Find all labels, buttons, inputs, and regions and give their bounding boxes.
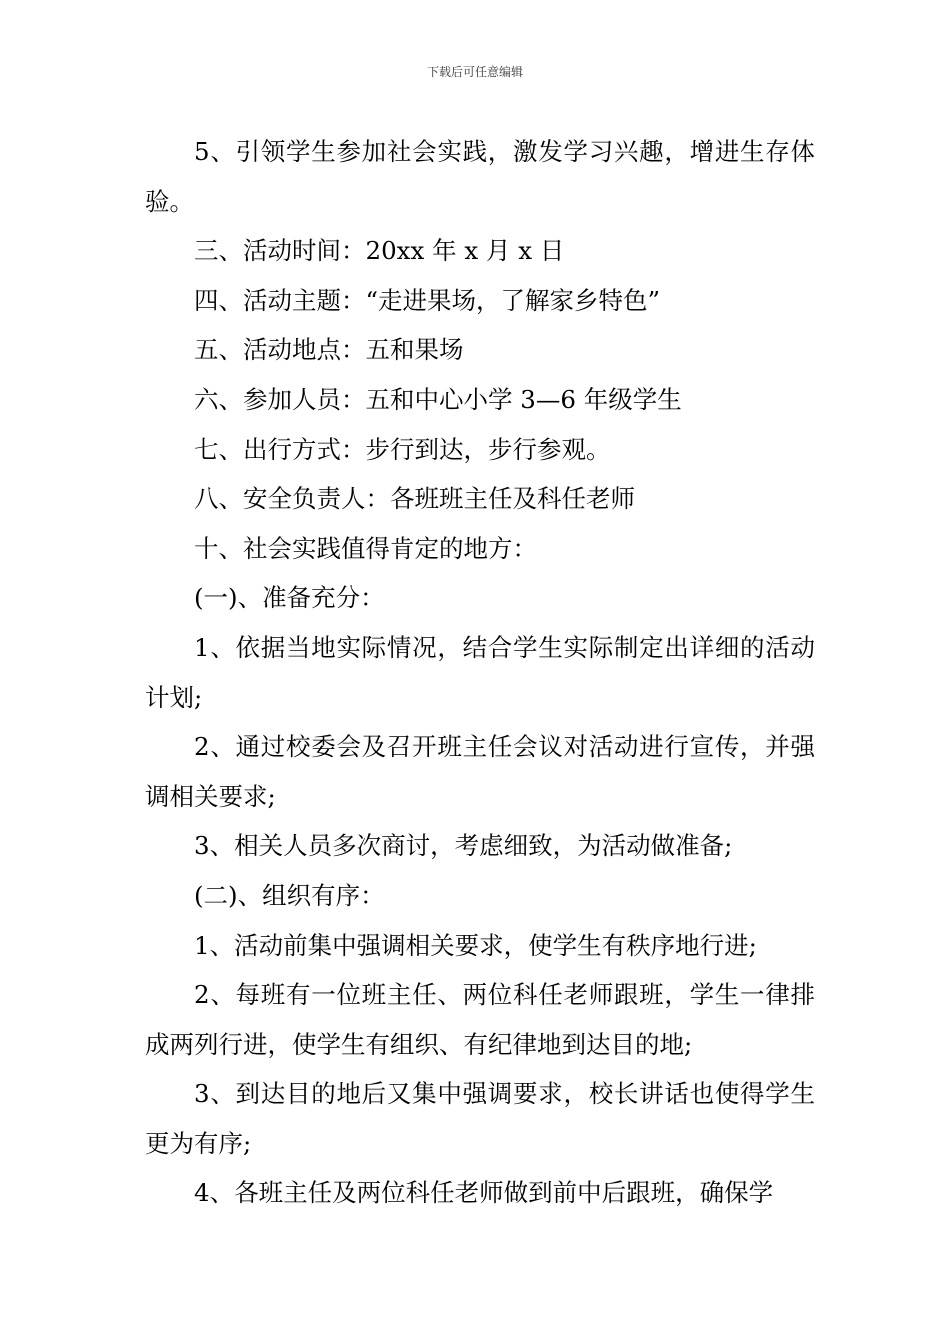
subsection-heading: (一)、准备充分： [194,583,385,613]
paragraph: 5、引领学生参加社会实践，激发学习兴趣，增进生存体验。 [145,137,815,216]
section-heading: 十、社会实践值得肯定的地方： [194,533,537,563]
subsection-heading: (二)、组织有序： [194,880,385,910]
paragraph: 五、活动地点：五和果场 [194,335,464,365]
list-item: 2、通过校委会及召开班主任会议对活动进行宣传，并强调相关要求; [145,732,815,811]
document-body [145,127,815,1218]
list-item: 4、各班主任及两位科任老师做到前中后跟班，确保学 [194,1178,774,1208]
paragraph: 七、出行方式：步行到达，步行参观。 [194,434,611,464]
list-item: 1、活动前集中强调相关要求，使学生有秩序地行进; [194,930,757,960]
paragraph: 六、参加人员：五和中心小学 3—6 年级学生 [194,384,682,414]
list-item: 3、到达目的地后又集中强调要求，校长讲话也使得学生更为有序; [145,1079,815,1158]
page-header: 下载后可任意编辑 [426,65,523,79]
list-item: 3、相关人员多次商讨，考虑细致，为活动做准备; [194,831,733,861]
list-item: 1、依据当地实际情况，结合学生实际制定出详细的活动计划; [145,632,815,712]
paragraph: 四、活动主题：“走进果场，了解家乡特色” [194,285,661,315]
paragraph: 八、安全负责人：各班班主任及科任老师 [194,484,635,514]
list-item: 2、每班有一位班主任、两位科任老师跟班，学生一律排成两列行进，使学生有组织、有纪律地到达目的地; [145,980,815,1059]
paragraph: 三、活动时间：20xx 年 x 月 x 日 [194,236,565,266]
